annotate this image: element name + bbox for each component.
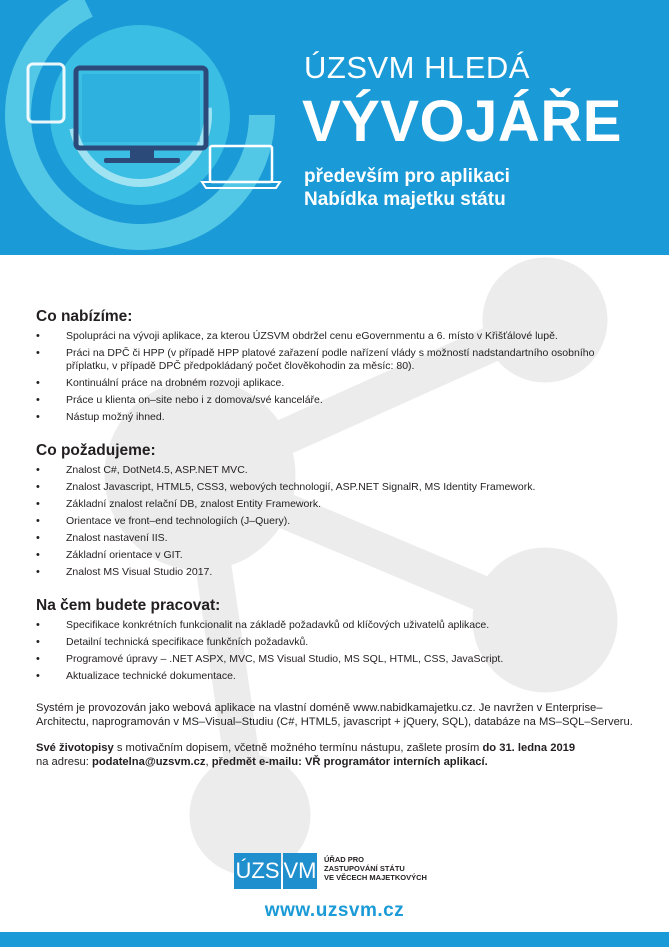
header-subline-1: především pro aplikaci bbox=[304, 166, 510, 187]
offer-list bbox=[36, 330, 636, 424]
apply-text-2: na adresu: bbox=[36, 756, 92, 768]
logo-caption-line-2: ZASTUPOVÁNÍ STÁTU bbox=[324, 864, 405, 873]
header-headline: VÝVOJÁŘE bbox=[302, 89, 622, 154]
work-heading: Na čem budete pracovat: bbox=[36, 597, 221, 614]
require-heading: Co požadujeme: bbox=[36, 442, 156, 459]
apply-bold-cv: Své životopisy bbox=[36, 742, 114, 754]
list-item: • Kontinuální práce na drobném rozvoji aplikace. bbox=[36, 377, 636, 390]
list-item: • Práci na DPČ či HPP (v případě HPP platové zařazení podle nařízení vlády s možností nadstandartního osobního příplatku, v případě DPČ předpokládaný počet člověkohodin za měsíc: 80). bbox=[36, 347, 636, 373]
list-item: • Spolupráci na vývoji aplikace, za kterou ÚZSVM obdržel cenu eGovernmentu a 6. místo v Křišťálové lupě. bbox=[36, 330, 636, 343]
website-link[interactable]: www.uzsvm.cz bbox=[264, 900, 405, 921]
list-item: • Základní orientace v GIT. bbox=[36, 549, 636, 562]
work-list bbox=[36, 619, 636, 683]
list-item: • Základní znalost relační DB, znalost Entity Framework. bbox=[36, 498, 636, 511]
list-item: • Znalost nastavení IIS. bbox=[36, 532, 636, 545]
logo-caption bbox=[324, 855, 427, 882]
list-item: • Práce u klienta on–site nebo i z domova/své kanceláře. bbox=[36, 394, 636, 407]
logo-mark-left: ÚZS bbox=[234, 853, 281, 889]
system-paragraph: Systém je provozován jako webová aplikace na vlastní doméně www.nabidkamajetku.cz. Je navržen v Enterprise–Architectu, naprogramován v MS–Visual–Studiu (C#, HTML5, javascript + jQuery, SQL), databáze na MS–SQL–Serveru. bbox=[36, 702, 633, 728]
header-banner bbox=[0, 0, 669, 255]
list-item: • Orientace ve front–end technologiích (J–Query). bbox=[36, 515, 636, 528]
list-item: • Detailní technická specifikace funkčních požadavků. bbox=[36, 636, 636, 649]
header-kicker: ÚZSVM HLEDÁ bbox=[304, 50, 530, 85]
list-item: • Programové úpravy – .NET ASPX, MVC, MS Visual Studio, MS SQL, HTML, CSS, JavaScript. bbox=[36, 653, 636, 666]
devices-illustration bbox=[0, 0, 300, 255]
content bbox=[36, 308, 636, 769]
offer-section bbox=[36, 308, 636, 424]
list-item: • Aktualizace technické dokumentace. bbox=[36, 670, 636, 683]
list-item: • Znalost MS Visual Studio 2017. bbox=[36, 566, 636, 579]
logo-caption-line-1: ÚŘAD PRO bbox=[324, 855, 365, 864]
work-section bbox=[36, 597, 636, 683]
header-subline-2: Nabídka majetku státu bbox=[304, 189, 506, 210]
logo-mark-right: VM bbox=[283, 853, 317, 889]
require-section bbox=[36, 442, 636, 579]
apply-text-3: , bbox=[205, 756, 212, 768]
apply-deadline: do 31. ledna 2019 bbox=[482, 742, 576, 754]
apply-text-1: s motivačním dopisem, včetně možného termínu nástupu, zašlete prosím bbox=[113, 742, 483, 754]
list-item: • Nástup možný ihned. bbox=[36, 411, 636, 424]
apply-email-link[interactable]: podatelna@uzsvm.cz bbox=[91, 756, 206, 768]
apply-paragraph bbox=[36, 741, 636, 769]
apply-subject: VŘ programátor interních aplikací. bbox=[301, 756, 488, 768]
list-item: • Specifikace konkrétních funkcionalit na základě požadavků od klíčových uživatelů aplikace. bbox=[36, 619, 636, 632]
list-item: • Znalost C#, DotNet4.5, ASP.NET MVC. bbox=[36, 464, 636, 477]
require-list bbox=[36, 464, 636, 579]
monitor-icon bbox=[76, 68, 206, 163]
bottom-bar bbox=[0, 932, 669, 947]
list-item: • Znalost Javascript, HTML5, CSS3, webových technologií, ASP.NET SignalR, MS Identity Framework. bbox=[36, 481, 636, 494]
offer-heading: Co nabízíme: bbox=[36, 308, 133, 325]
logo-caption-line-3: VE VĚCECH MAJETKOVÝCH bbox=[324, 873, 427, 882]
apply-subject-label: předmět e-mailu: bbox=[211, 756, 302, 768]
